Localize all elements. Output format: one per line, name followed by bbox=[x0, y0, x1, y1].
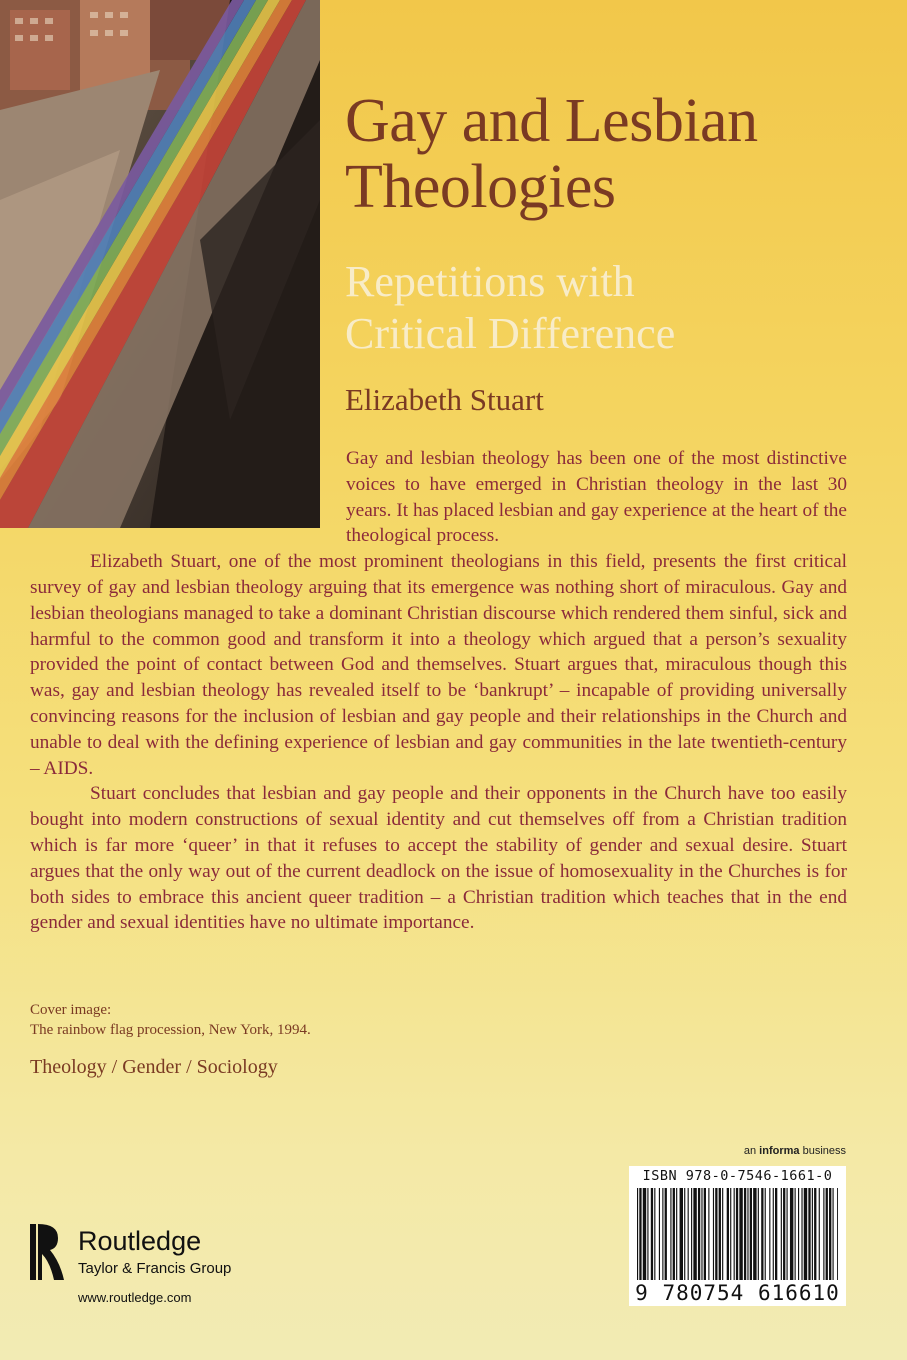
book-title bbox=[345, 88, 885, 220]
cover-credit-caption: The rainbow flag procession, New York, 1994. bbox=[30, 1022, 311, 1038]
barcode-bar bbox=[833, 1188, 834, 1280]
barcode-digits: 9 780754 616610 bbox=[635, 1281, 840, 1305]
barcode-bar bbox=[783, 1188, 785, 1280]
barcode-bar bbox=[804, 1188, 807, 1280]
barcode-bar bbox=[781, 1188, 782, 1280]
barcode-bar bbox=[715, 1188, 717, 1280]
author-name: Elizabeth Stuart bbox=[345, 382, 544, 417]
barcode-bar bbox=[719, 1188, 721, 1280]
barcode-bar bbox=[795, 1188, 796, 1280]
barcode-bar bbox=[826, 1188, 828, 1280]
subject-categories: Theology / Gender / Sociology bbox=[30, 1056, 278, 1078]
barcode-bar bbox=[765, 1188, 766, 1280]
barcode-bar bbox=[753, 1188, 756, 1280]
barcode-bar bbox=[637, 1188, 638, 1280]
barcode-bar bbox=[673, 1188, 675, 1280]
barcode-bar bbox=[691, 1188, 692, 1280]
barcode-bar bbox=[801, 1188, 802, 1280]
book-title-line1: Gay and Lesbian bbox=[345, 87, 758, 155]
barcode-bar bbox=[744, 1188, 746, 1280]
barcode-bar bbox=[758, 1188, 759, 1280]
barcode-bar bbox=[708, 1188, 709, 1280]
barcode-bar bbox=[734, 1188, 735, 1280]
barcode-bar bbox=[773, 1188, 774, 1280]
book-subtitle bbox=[345, 256, 885, 360]
barcode-bar bbox=[647, 1188, 648, 1280]
barcode-bar bbox=[680, 1188, 683, 1280]
barcode-bar bbox=[654, 1188, 655, 1280]
barcode-bar bbox=[688, 1188, 689, 1280]
barcode-bar bbox=[798, 1188, 799, 1280]
publisher-group: Taylor & Francis Group bbox=[78, 1260, 232, 1277]
barcode-bar bbox=[819, 1188, 820, 1280]
book-title-line2: Theologies bbox=[345, 153, 616, 221]
barcode-bar bbox=[761, 1188, 763, 1280]
barcode-bar bbox=[670, 1188, 671, 1280]
barcode-bar bbox=[693, 1188, 696, 1280]
barcode-bar bbox=[837, 1188, 838, 1280]
blurb-paragraph-1: Gay and lesbian theology has been one of the most distinctive voices to have emerged in Christian theology in the last 30 years. It has placed lesbian and gay experience at the heart of the theological process. bbox=[346, 448, 847, 547]
cover-image-credit bbox=[30, 1000, 311, 1040]
barcode-bar bbox=[730, 1188, 731, 1280]
barcode-bar bbox=[662, 1188, 663, 1280]
barcode-bar bbox=[736, 1188, 738, 1280]
barcode-bar bbox=[704, 1188, 706, 1280]
back-cover-blurb bbox=[30, 446, 847, 936]
barcode-bar bbox=[676, 1188, 677, 1280]
informa-prefix: an bbox=[743, 1145, 757, 1157]
barcode-bar bbox=[775, 1188, 777, 1280]
barcode-bar bbox=[722, 1188, 723, 1280]
routledge-logo-icon bbox=[28, 1222, 66, 1284]
isbn-label: ISBN 978-0-7546-1661-0 bbox=[642, 1168, 833, 1184]
barcode-bar bbox=[665, 1188, 667, 1280]
barcode-bars bbox=[637, 1188, 838, 1280]
barcode-bar bbox=[643, 1188, 646, 1280]
barcode-bar bbox=[829, 1188, 831, 1280]
blurb-paragraph-3: Stuart concludes that lesbian and gay people and their opponents in the Church have too easily bought into modern constructions of sexual identity and cut themselves off from a Christian tradition which is far more ‘queer’ in that it refuses to accept the stability of gender and sexual desire. Stuart argues that the only way out of the current deadlock on the issue of homosexuality in the Churches is for both sides to embrace this ancient queer tradition – a Christian tradition which teaches that in the end gender and sexual identities have no ultimate importance. bbox=[30, 783, 847, 934]
informa-business-label bbox=[744, 1145, 846, 1157]
book-subtitle-line2: Critical Difference bbox=[345, 309, 676, 358]
barcode-bar bbox=[739, 1188, 742, 1280]
barcode-bar bbox=[769, 1188, 770, 1280]
informa-brand: informa bbox=[759, 1145, 800, 1157]
barcode-bar bbox=[812, 1188, 813, 1280]
barcode-bar bbox=[639, 1188, 641, 1280]
barcode-bar bbox=[790, 1188, 793, 1280]
barcode-bar bbox=[684, 1188, 685, 1280]
barcode-bar bbox=[814, 1188, 816, 1280]
barcode-bar bbox=[659, 1188, 660, 1280]
barcode-bar bbox=[698, 1188, 700, 1280]
isbn-barcode bbox=[629, 1166, 846, 1306]
barcode-bar bbox=[808, 1188, 810, 1280]
publisher-name: Routledge bbox=[78, 1226, 202, 1256]
publisher-url[interactable]: www.routledge.com bbox=[78, 1290, 192, 1305]
informa-suffix: business bbox=[802, 1145, 846, 1157]
barcode-bar bbox=[750, 1188, 752, 1280]
barcode-bar bbox=[823, 1188, 824, 1280]
barcode-bar bbox=[747, 1188, 748, 1280]
blurb-paragraph-2: Elizabeth Stuart, one of the most prominent theologians in this field, presents the first critical survey of gay and lesbian theology arguing that its emergence was nothing short of miraculous. Gay and lesbian theologians managed to take a dominant Christian discourse which rendered them sinful, sick and harmful to the common good and transform it into a theology which argued that a person’s sexuality provided the point of contact between God and themselves. Stuart argues that, miraculous though this was, gay and lesbian theology has revealed itself to be ‘bankrupt’ – incapable of providing universally convincing reasons for the inclusion of lesbian and gay people and their relationships in the Church and unable to deal with the defining experience of lesbian and gay communities in the late twentieth-century – AIDS. bbox=[30, 551, 847, 779]
barcode-bar bbox=[713, 1188, 714, 1280]
barcode-bar bbox=[701, 1188, 702, 1280]
barcode-bar bbox=[727, 1188, 729, 1280]
barcode-bar bbox=[787, 1188, 788, 1280]
barcode-bar bbox=[651, 1188, 653, 1280]
cover-credit-label: Cover image: bbox=[30, 1002, 112, 1018]
book-subtitle-line1: Repetitions with bbox=[345, 257, 635, 306]
